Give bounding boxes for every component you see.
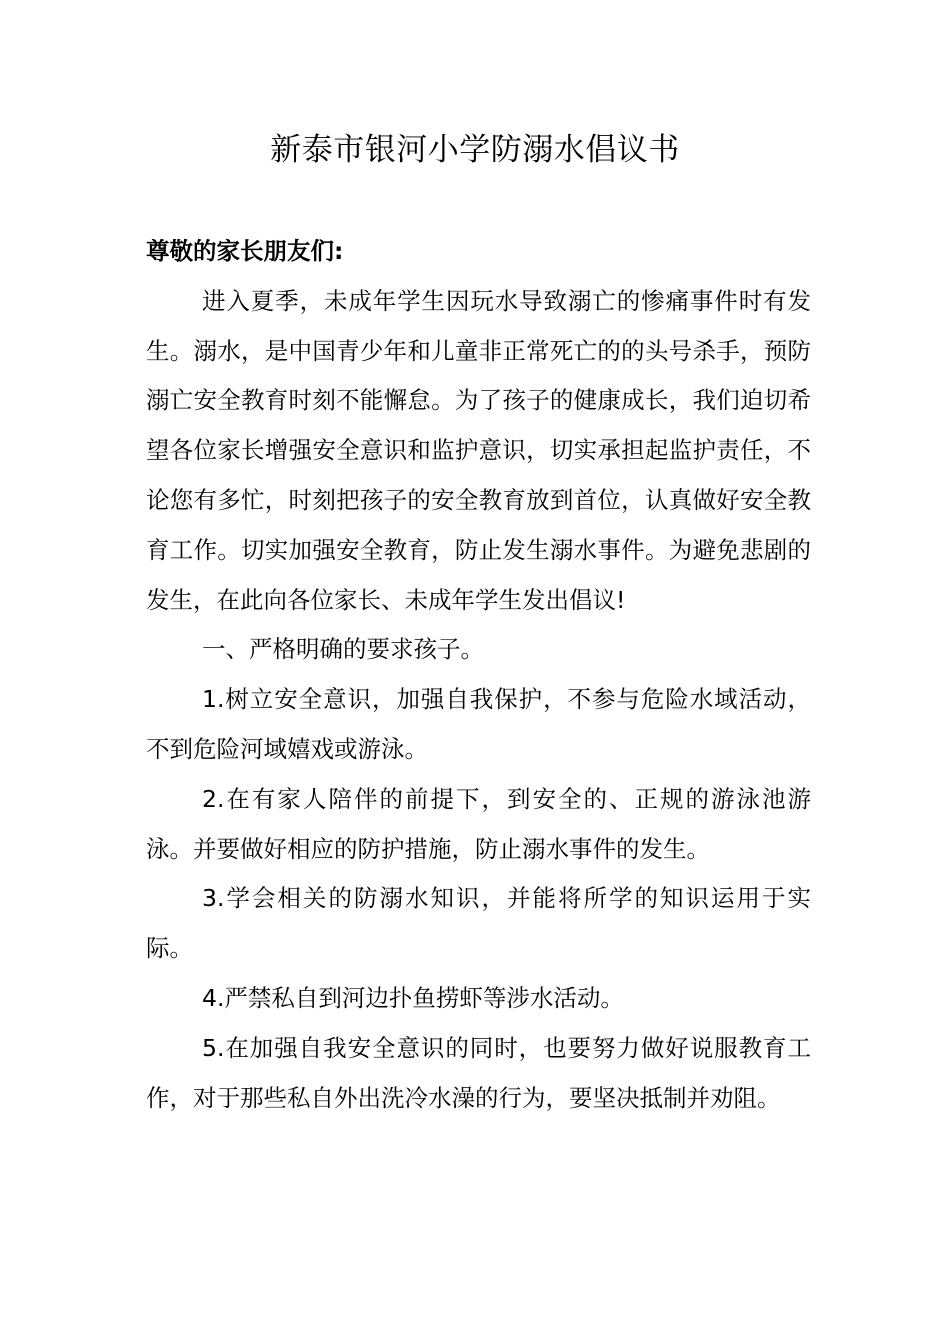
list-item: 5.在加强自我安全意识的同时，也要努力做好说服教育工作，对于那些私自外出洗冷水澡的行为，要坚决抵制并劝阻。 bbox=[146, 1033, 811, 1112]
intro-paragraph: 进入夏季，未成年学生因玩水导致溺亡的惨痛事件时有发生。溺水，是中国青少年和儿童非正常死亡的的头号杀手，预防溺亡安全教育时刻不能懈怠。为了孩子的健康成长，我们迫切希望各位家长增强安全意识和监护意识，切实承担起监护责任，不论您有多忙，时刻把孩子的安全教育放到首位，认真做好安全教育工作。切实加强安全教育，防止发生溺水事件。为避免悲剧的发生，在此向各位家长、未成年学生发出倡议! bbox=[146, 286, 811, 614]
list-item: 1.树立安全意识，加强自我保护，不参与危险水域活动，不到危险河域嬉戏或游泳。 bbox=[146, 685, 811, 763]
section-heading: 一、严格明确的要求孩子。 bbox=[202, 635, 484, 664]
list-item: 4.严禁私自到河边扑鱼捞虾等涉水活动。 bbox=[202, 983, 624, 1012]
document-body bbox=[146, 227, 811, 1123]
list-item: 3.学会相关的防溺水知识，并能将所学的知识运用于实际。 bbox=[146, 884, 811, 963]
salutation: 尊敬的家长朋友们: bbox=[146, 237, 344, 265]
document-title: 新泰市银河小学防溺水倡议书 bbox=[270, 132, 680, 168]
list-item: 2.在有家人陪伴的前提下，到安全的、正规的游泳池游泳。并要做好相应的防护措施，防止溺水事件的发生。 bbox=[146, 784, 811, 863]
